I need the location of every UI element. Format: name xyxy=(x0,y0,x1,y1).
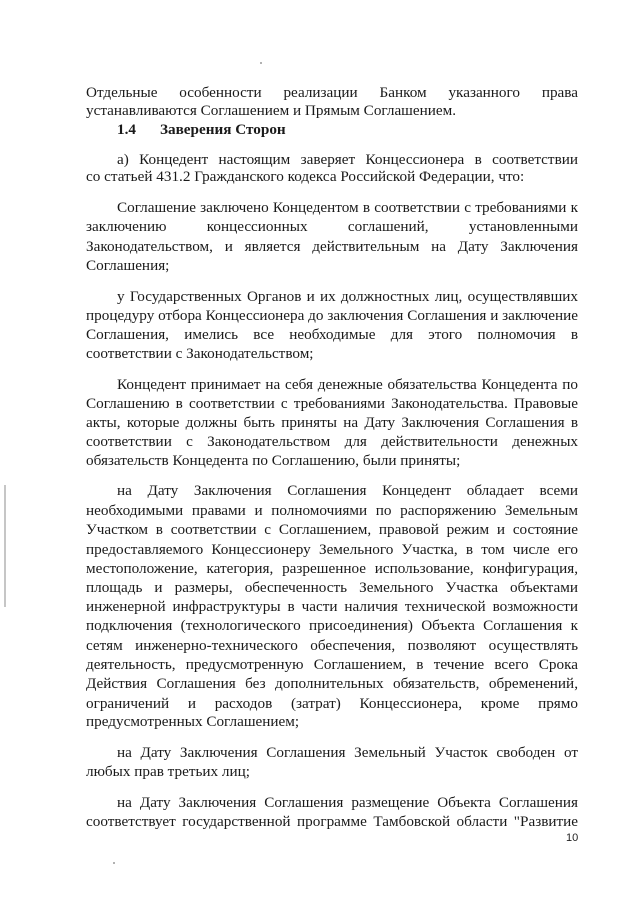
text-line: деятельность, предусмотренную Соглашением, в течение всего Срока xyxy=(86,656,578,673)
text-line: на Дату Заключения Соглашения Концедент обладает всеми xyxy=(117,482,578,499)
text-line: Концедент принимает на себя денежные обязательства Концедента по xyxy=(117,376,578,393)
text-line: подключения (технологического присоединения) Объекта Соглашения к xyxy=(86,617,578,634)
text-line: Соглашению в соответствии с требованиями Законодательства. Правовые xyxy=(86,395,578,412)
text-line: у Государственных Органов и их должностных лиц, осуществлявших xyxy=(117,288,578,305)
text-line: ограничений и расходов (затрат) Концессионера, кроме прямо xyxy=(86,695,578,712)
text-line: устанавливаются Соглашением и Прямым Соглашением. xyxy=(86,102,457,119)
text-line: необходимыми правами и полномочиями по распоряжению Земельным xyxy=(86,502,578,519)
text-line: на Дату Заключения Соглашения размещение Объекта Соглашения xyxy=(117,794,578,811)
text-line: любых прав третьих лиц; xyxy=(86,763,250,780)
text-line: Соглашения; xyxy=(86,257,170,274)
scan-edge-mark xyxy=(4,485,6,607)
section-title: Заверения Сторон xyxy=(160,121,286,138)
text-line: предоставляемого Концессионеру Земельного Участка, в том числе его xyxy=(86,541,578,558)
text-line: Участком в соответствии с Соглашением, правовой режим и состояние xyxy=(86,521,578,538)
text-line: акты, которые должны быть приняты на Дату Заключения Соглашения в xyxy=(86,414,578,431)
text-line: а) Концедент настоящим заверяет Концессионера в соответствии xyxy=(117,151,578,168)
text-line: площадь и размеры, обеспеченность Земельного Участка объектами xyxy=(86,579,578,596)
text-line: соответствии с Законодательством; xyxy=(86,345,314,362)
text-line: Отдельные особенности реализации Банком указанного права xyxy=(86,84,578,101)
text-line: Соглашения, имелись все необходимые для этого полномочия в xyxy=(86,326,578,343)
text-line: Соглашение заключено Концедентом в соответствии с требованиями к xyxy=(117,199,578,216)
text-line: сетям инженерно-технического обеспечения, позволяют осуществлять xyxy=(86,637,578,654)
text-line: соответствии с Законодательством для действительности денежных xyxy=(86,433,578,450)
text-line: обязательств Концедента по Соглашению, были приняты; xyxy=(86,452,461,469)
text-line: местоположение, категория, разрешенное использование, конфигурация, xyxy=(86,560,578,577)
scan-speck xyxy=(113,862,115,864)
scan-speck xyxy=(260,62,262,64)
text-line: заключению концессионных соглашений, установленными xyxy=(86,218,578,235)
text-line: со статьей 431.2 Гражданского кодекса Российской Федерации, что: xyxy=(86,168,525,185)
text-line: инженерной инфраструктуры в части наличия технической возможности xyxy=(86,598,578,615)
text-line: Действия Соглашения без дополнительных обязательств, обременений, xyxy=(86,675,578,692)
text-line: предусмотренных Соглашением; xyxy=(86,713,300,730)
text-line: процедуру отбора Концессионера до заключения Соглашения и заключение xyxy=(86,307,578,324)
text-line: на Дату Заключения Соглашения Земельный Участок свободен от xyxy=(117,744,578,761)
page-number: 10 xyxy=(566,832,579,844)
section-number: 1.4 xyxy=(117,121,136,138)
text-line: соответствует государственной программе Тамбовской области "Развитие xyxy=(86,813,578,830)
text-line: Законодательством, и является действительным на Дату Заключения xyxy=(86,238,578,255)
